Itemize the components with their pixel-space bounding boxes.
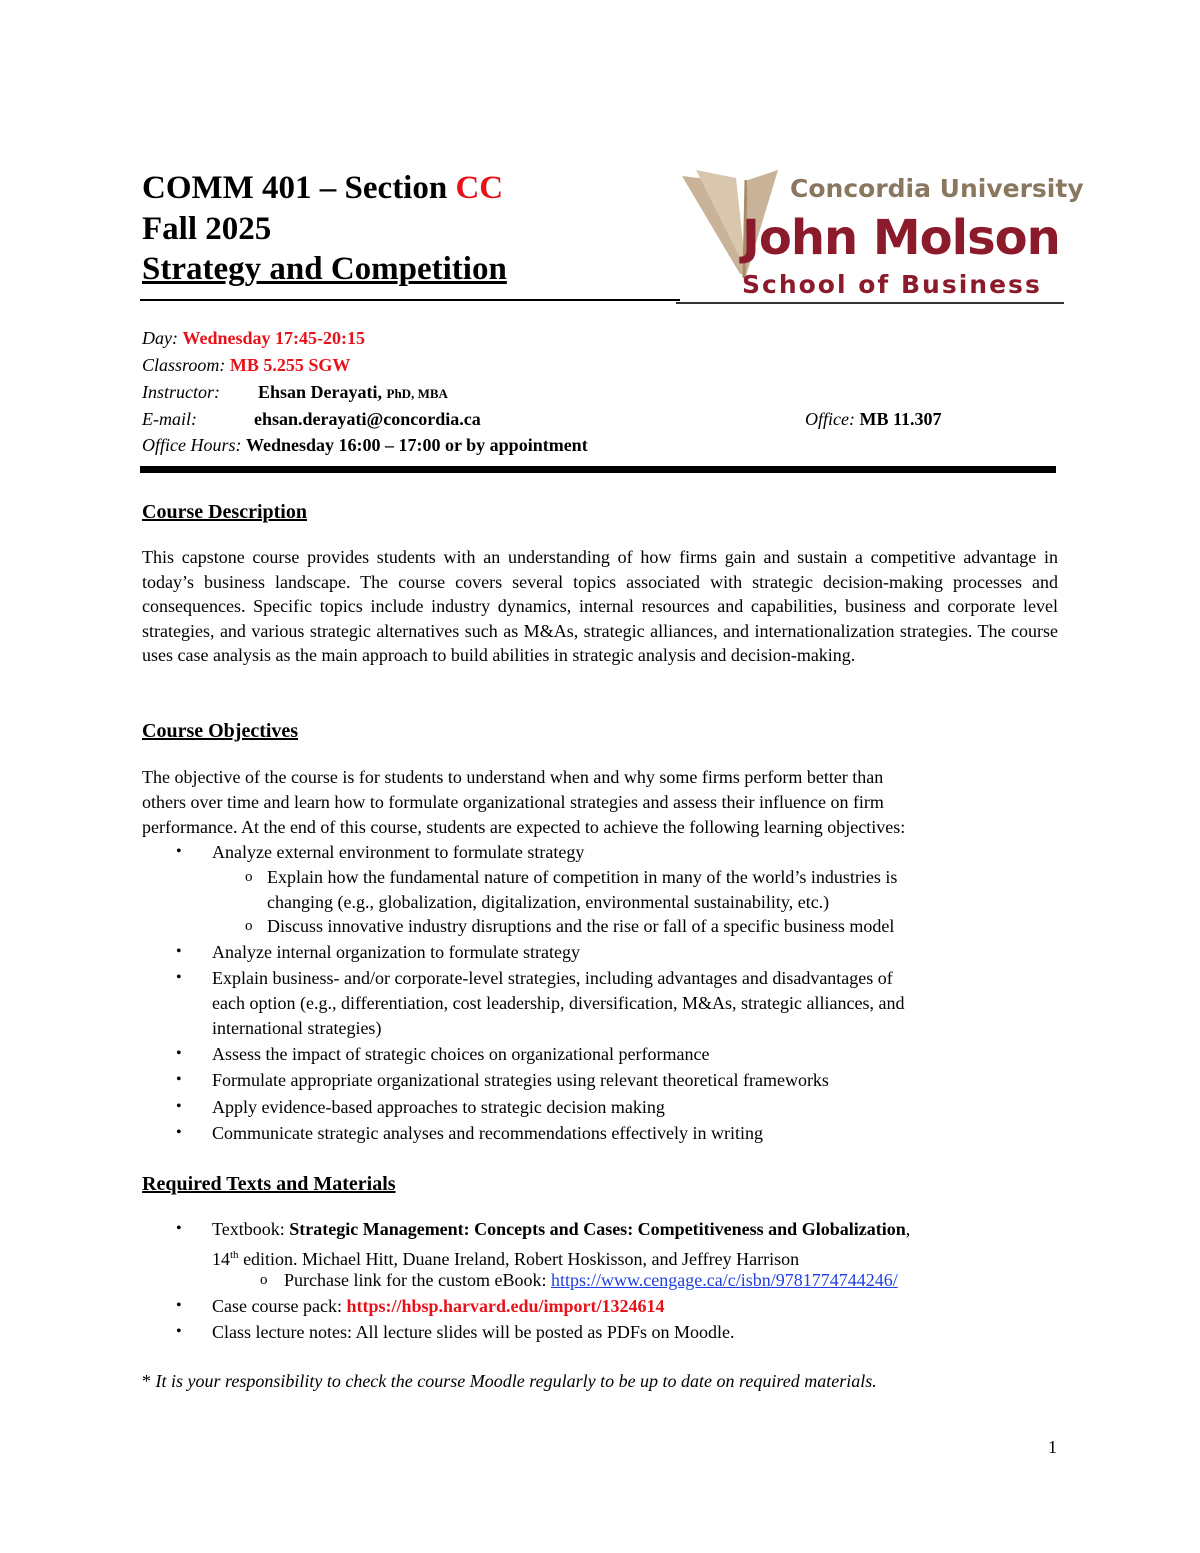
bullet-icon: • [176, 1071, 182, 1088]
description-heading: Course Description [142, 501, 307, 523]
bullet-icon: • [176, 1323, 182, 1340]
office-row [805, 406, 942, 433]
objective-5: Formulate appropriate organizational strategies using relevant theoretical frameworks [212, 1070, 829, 1090]
course-title: Strategy and Competition [142, 251, 507, 287]
email-label [142, 406, 197, 433]
bullet-icon: • [176, 1098, 182, 1115]
description-text: This capstone course provides students with an understanding of how firms gain and sustain a competitive advantage in today’s business landscape. The course covers several topics associated with strategic decision-making processes and consequences. Specific topics include industry dynamics, internal resources and capabilities, business and corporate level strategies, and various strategic alternatives such as M&As, strategic alliances, and internationalization strategies. The course uses case analysis as the main approach to build abilities in strategic analysis and decision-making. [142, 547, 1058, 666]
day-row [142, 325, 365, 352]
instructor-name: Ehsan Derayati, [258, 382, 383, 402]
instructor-degrees: PhD, MBA [386, 386, 448, 401]
course-code-line [142, 168, 503, 208]
objective-3-line-3: international strategies) [212, 1018, 382, 1038]
objective-1: Analyze external environment to formulate strategy [212, 842, 585, 862]
classroom-value: MB 5.255 SGW [229, 355, 351, 375]
objectives-intro-1: The objective of the course is for students to understand when and why some firms perform better than [142, 767, 884, 787]
instructor-row [142, 379, 220, 406]
purchase-link[interactable]: https://www.cengage.ca/c/isbn/9781774744246/ [550, 1270, 898, 1290]
instructor-label: Instructor: [142, 382, 220, 402]
instructor-value [258, 379, 448, 407]
email-label-text: E-mail: [142, 409, 197, 429]
classroom-label: Classroom: [142, 355, 226, 375]
office-hours-value: Wednesday 16:00 – 17:00 or by appointment [245, 435, 588, 455]
purchase-row [284, 1268, 898, 1293]
sub-bullet-icon: o [245, 869, 253, 885]
casepack-link[interactable]: https://hbsp.harvard.edu/import/1324614 [346, 1296, 665, 1316]
page-number: 1 [1048, 1437, 1057, 1457]
sub-bullet-icon: o [260, 1272, 268, 1288]
email-value[interactable] [254, 406, 481, 433]
bullet-icon: • [176, 969, 182, 986]
section-code: CC [455, 170, 504, 206]
objective-6: Apply evidence-based approaches to strategic decision making [212, 1097, 665, 1117]
logo-school-line2: School of Business [742, 270, 1042, 299]
textbook-label: Textbook: [212, 1219, 285, 1239]
bullet-icon: • [176, 1124, 182, 1141]
textbook-comma: , [905, 1219, 911, 1239]
objective-3-line-1: Explain business- and/or corporate-level strategies, including advantages and disadvantages of [212, 968, 893, 988]
office-hours-row [142, 432, 588, 459]
objective-1-sub-1-line-1: Explain how the fundamental nature of competition in many of the world’s industries is [267, 867, 898, 887]
course-code: COMM 401 – Section [142, 170, 448, 206]
objectives-intro-3: performance. At the end of this course, students are expected to achieve the following learning objectives: [142, 817, 906, 837]
logo-school-line1: John Molson [742, 210, 1060, 266]
sub-bullet-icon: o [245, 918, 253, 934]
day-value: Wednesday 17:45-20:15 [182, 328, 365, 348]
note-star: * [142, 1371, 151, 1391]
responsibility-note [142, 1371, 877, 1392]
objective-1-sub-2: Discuss innovative industry disruptions and the rise or fall of a specific business model [267, 916, 895, 936]
edition-number: 14 [212, 1249, 230, 1269]
objective-2: Analyze internal organization to formulate strategy [212, 942, 581, 962]
info-divider [140, 466, 1056, 473]
bullet-icon: • [176, 1220, 182, 1237]
term: Fall 2025 [142, 211, 272, 247]
objective-3-line-2: each option (e.g., differentiation, cost leadership, diversification, M&As, strategic alliances, and [212, 993, 905, 1013]
office-hours-label: Office Hours: [142, 435, 242, 455]
logo-university: Concordia University [790, 174, 1084, 203]
day-label: Day: [142, 328, 178, 348]
objective-7: Communicate strategic analyses and recommendations effectively in writing [212, 1123, 763, 1143]
edition-suffix: th [230, 1249, 239, 1261]
bullet-icon: • [176, 1045, 182, 1062]
bullet-icon: • [176, 943, 182, 960]
textbook-row [212, 1217, 910, 1242]
objective-4: Assess the impact of strategic choices on organizational performance [212, 1044, 710, 1064]
edition-details: edition. Michael Hitt, Duane Ireland, Robert Hoskisson, and Jeffrey Harrison [243, 1249, 800, 1269]
email-text[interactable]: ehsan.derayati@concordia.ca [254, 409, 481, 429]
note-text: It is your responsibility to check the course Moodle regularly to be up to date on required materials. [155, 1371, 877, 1391]
materials-heading: Required Texts and Materials [142, 1173, 396, 1195]
objective-1-sub-1-line-2: changing (e.g., globalization, digitalization, environmental sustainability, etc.) [267, 892, 830, 912]
jmsb-logo [676, 166, 1084, 308]
office-value: MB 11.307 [859, 409, 942, 429]
bullet-icon: • [176, 843, 182, 860]
classroom-row [142, 352, 350, 379]
casepack-row [212, 1294, 665, 1319]
lecture-notes: Class lecture notes: All lecture slides will be posted as PDFs on Moodle. [212, 1322, 735, 1342]
casepack-label: Case course pack: [212, 1296, 342, 1316]
header-rule [140, 299, 680, 301]
objectives-intro-2: others over time and learn how to formulate organizational strategies and assess their influence on firm [142, 792, 884, 812]
textbook-title: Strategic Management: Concepts and Cases: Competitiveness and Globalization [289, 1219, 906, 1239]
purchase-label: Purchase link for the custom eBook: [284, 1270, 547, 1290]
objectives-heading: Course Objectives [142, 720, 299, 742]
office-label: Office: [805, 409, 855, 429]
bullet-icon: • [176, 1297, 182, 1314]
